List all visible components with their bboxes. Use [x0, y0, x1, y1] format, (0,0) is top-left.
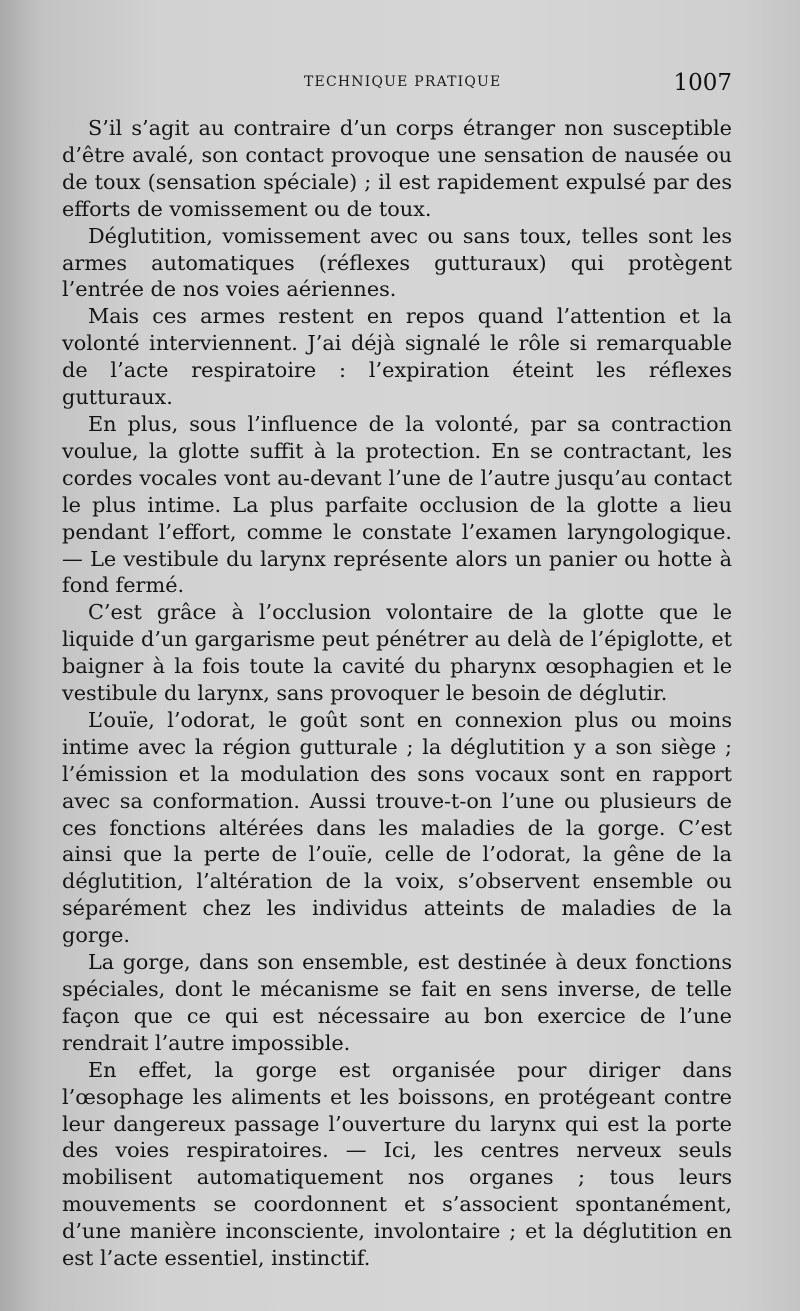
- paragraph: Mais ces armes restent en repos quand l’attention et la volonté interviennent. J’ai déjà signalé le rôle si remarquable de l’acte respiratoire : l’expiration éteint les réflexes gutturaux.: [62, 304, 732, 410]
- paragraph: Déglutition, vomissement avec ou sans toux, telles sont les armes automatiques (réflexes gutturaux) qui protègent l’entrée de nos voies aériennes.: [62, 223, 732, 302]
- paragraph: S’il s’agit au contraire d’un corps étranger non susceptible d’être avalé, son contact provoque une sensation de nausée ou de toux (sensation spéciale) ; il est rapidement expulsé par des efforts de vomissement ou de toux.: [62, 116, 732, 221]
- paragraph: En plus, sous l’influence de la volonté, par sa contraction voulue, la glotte suffit à la protection. En se contractant, les cordes vocales vont au-devant l’une de l’autre jusqu’au contact le plus intime. La plus parfaite occlusion de la glotte a lieu pendant l’effort, comme le constate l’examen laryngologique. — Le vestibule du larynx représente alors un panier ou hotte à fond fermé.: [62, 411, 732, 598]
- body-text: [62, 115, 732, 1272]
- running-title: TECHNIQUE PRATIQUE: [304, 74, 502, 90]
- paragraph: C’est grâce à l’occlusion volontaire de la glotte que le liquide d’un gargarisme peut pénétrer au delà de l’épiglotte, et baigner à la fois toute la cavité du pharynx œsophagien et le vestibule du larynx, sans provoquer le besoin de déglutir.: [62, 600, 732, 706]
- paragraph: La gorge, dans son ensemble, est destinée à deux fonctions spéciales, dont le mécanisme se fait en sens inverse, de telle façon que ce qui est nécessaire au bon exercice de l’une rendrait l’autre impossible.: [62, 950, 732, 1055]
- paragraph: En effet, la gorge est organisée pour diriger dans l’œsophage les aliments et les boissons, en protégeant contre leur dangereux passage l’ouverture du larynx qui est la porte des voies respiratoires. — Ici, les centres nerveux seuls mobilisent automatiquement nos organes ; tous leurs mouvements se coordonnent et s’associent spontanément, d’une manière inconsciente, involontaire ; et la déglutition en est l’acte essentiel, instinctif.: [62, 1057, 732, 1271]
- page-header: [60, 70, 732, 100]
- page-number: 1007: [673, 70, 732, 96]
- paragraph: L’ouïe, l’odorat, le goût sont en connexion plus ou moins intime avec la région gutturale ; la déglutition y a son siège ; l’émission et la modulation des sons vocaux sont en rapport avec sa conformation. Aussi trouve-t-on l’une ou plusieurs de ces fonctions altérées dans les maladies de la gorge. C’est ainsi que la perte de l’ouïe, celle de l’odorat, la gêne de la déglutition, l’altération de la voix, s’observent ensemble ou séparément chez les individus atteints de maladies de la gorge.: [62, 707, 732, 948]
